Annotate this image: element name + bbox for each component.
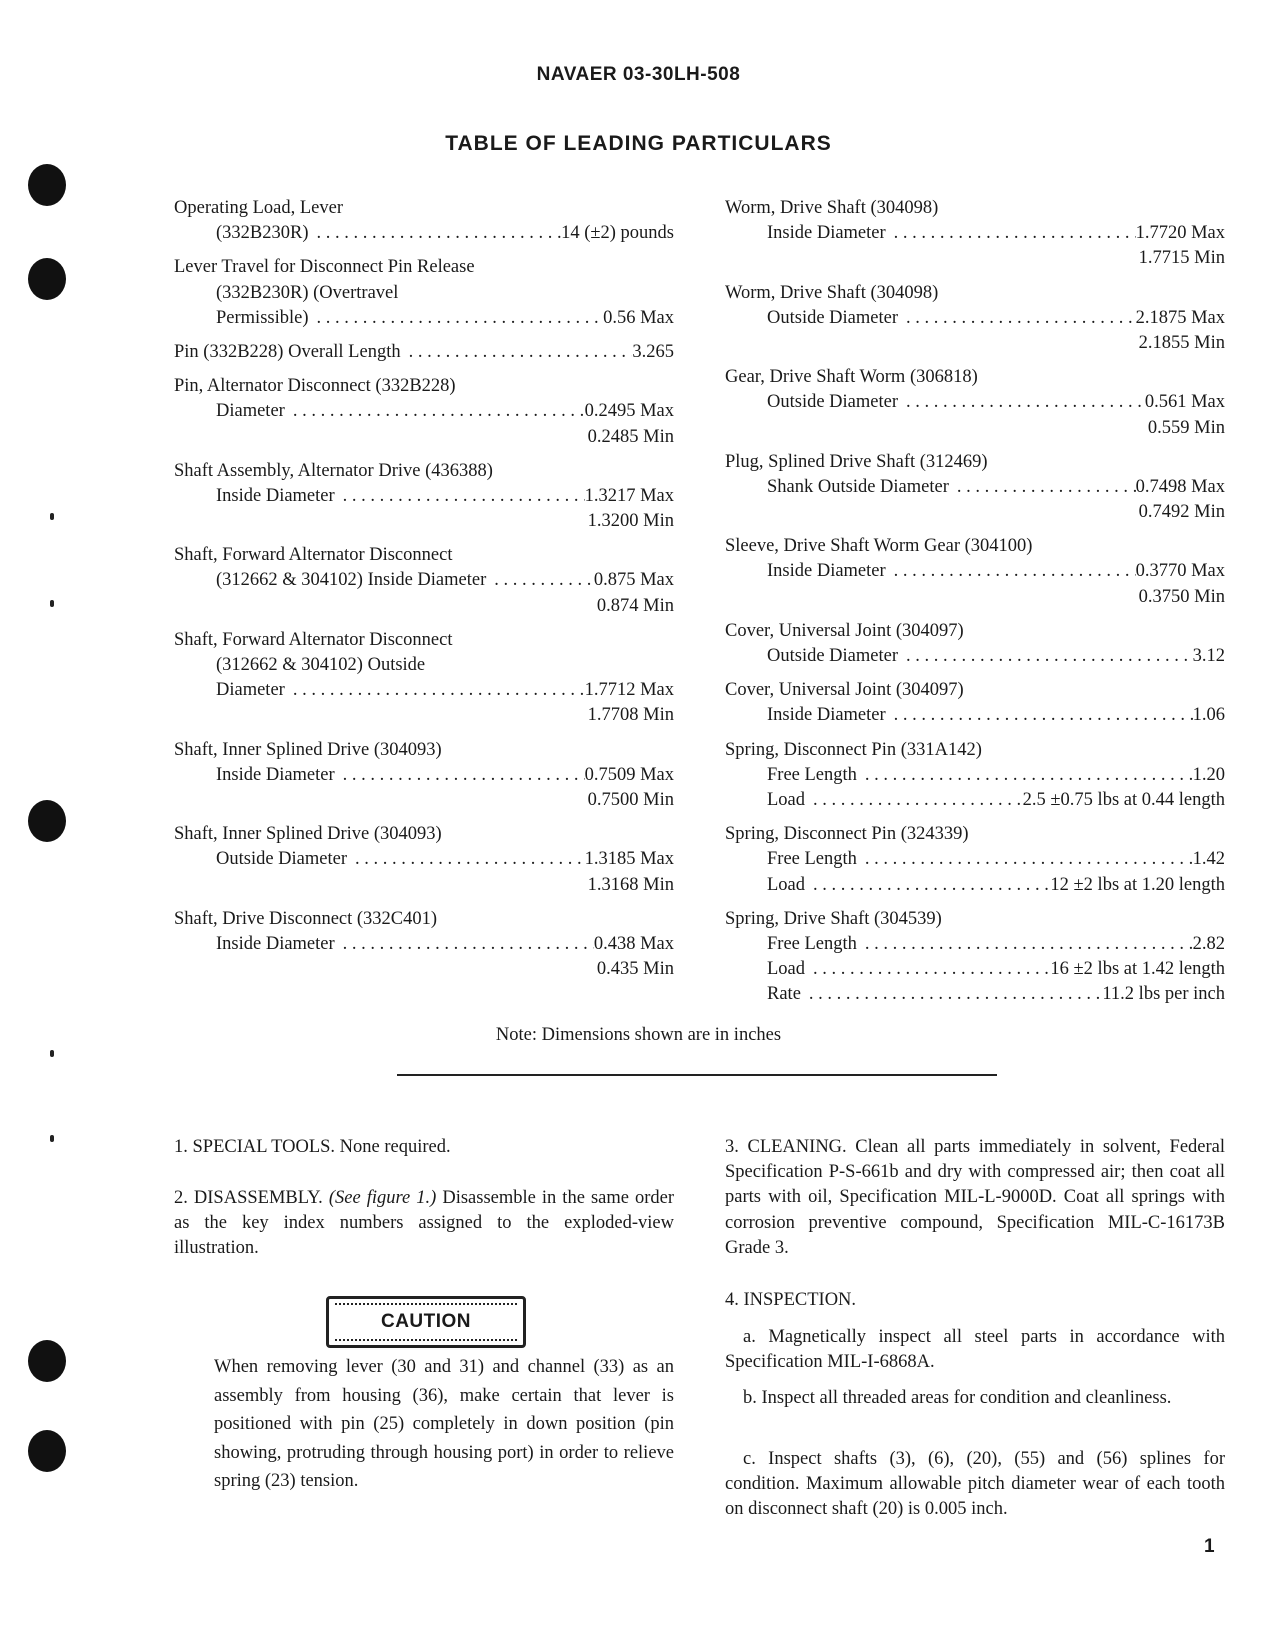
particular-line xyxy=(725,982,1225,1007)
particular-value: 1.42 xyxy=(1192,849,1225,870)
particular-value: 14 (±2) pounds xyxy=(561,223,674,244)
particular-label: Spring, Disconnect Pin (324339) xyxy=(725,824,969,845)
dimensions-note: Note: Dimensions shown are in inches xyxy=(495,1025,782,1045)
margin-mark xyxy=(50,600,54,607)
particular-entry xyxy=(174,340,674,365)
particular-label: Shaft, Forward Alternator Disconnect xyxy=(174,545,453,566)
particular-entry xyxy=(725,365,1225,441)
particular-label: Outside Diameter xyxy=(767,646,898,666)
particular-line xyxy=(725,703,1225,728)
particular-label: Pin (332B228) Overall Length xyxy=(174,341,401,362)
particulars-left-column xyxy=(174,196,674,991)
particular-value: 11.2 lbs per inch xyxy=(1102,984,1225,1005)
particular-line xyxy=(725,907,1225,932)
particular-min-value xyxy=(174,788,674,813)
binder-hole-5 xyxy=(28,1430,66,1472)
particular-line xyxy=(174,374,674,399)
particular-value: 1.3200 Min xyxy=(587,511,674,532)
particular-value: 12 ±2 lbs at 1.20 length xyxy=(1050,874,1225,895)
leader-dots xyxy=(401,340,633,365)
particular-label: Shaft, Inner Splined Drive (304093) xyxy=(174,739,442,760)
particular-value: 0.7500 Min xyxy=(587,789,674,810)
particular-min-value xyxy=(174,425,674,450)
particular-line xyxy=(174,907,674,932)
particular-label: (332B230R) xyxy=(216,223,309,244)
leader-dots xyxy=(335,484,585,509)
particular-value: 1.20 xyxy=(1192,764,1225,785)
particular-line xyxy=(174,763,674,788)
particular-line xyxy=(725,196,1225,221)
particular-label: Diameter xyxy=(216,401,285,422)
particular-line xyxy=(725,534,1225,559)
particular-entry xyxy=(174,822,674,898)
particular-label: Outside Diameter xyxy=(216,849,347,870)
particular-line xyxy=(174,628,674,653)
particular-min-value xyxy=(725,246,1225,271)
particular-min-value xyxy=(174,873,674,898)
leader-dots xyxy=(285,678,585,703)
table-title: TABLE OF LEADING PARTICULARS xyxy=(445,132,832,155)
particular-label: Inside Diameter xyxy=(767,705,886,726)
cleaning-text: 3. CLEANING. Clean all parts immediately in solvent, Federal Specification P-S-661b and dry with compressed air; then coat all parts with oil, Specification MIL-L-9000D. Coat all springs with corrosion preventive compound, Specification MIL-C-16173B Grade 3. xyxy=(725,1137,1225,1258)
leader-dots xyxy=(857,847,1193,872)
particular-line xyxy=(725,390,1225,415)
particular-entry xyxy=(174,255,674,331)
leader-dots xyxy=(857,763,1193,788)
particular-entry xyxy=(174,196,674,246)
particular-value: 2.1855 Min xyxy=(1138,332,1225,353)
particular-value: 3.12 xyxy=(1192,646,1225,666)
particular-label: Free Length xyxy=(767,764,857,785)
particular-value: 0.7498 Max xyxy=(1135,476,1225,497)
particular-entry xyxy=(174,459,674,535)
leader-dots xyxy=(335,763,585,788)
inspection-c-text: c. Inspect shafts (3), (6), (20), (55) and (56) splines for condition. Maximum allowable pitch diameter wear of each tooth on disconnect shaft (20) is 0.005 inch. xyxy=(725,1449,1225,1520)
particular-line xyxy=(725,644,1225,669)
caution-box xyxy=(326,1296,526,1348)
particular-value: 0.435 Min xyxy=(596,959,674,980)
document-number: NAVAER 03-30LH-508 xyxy=(536,64,741,85)
binder-hole-4 xyxy=(28,1340,66,1382)
particular-line xyxy=(174,340,674,365)
particular-label: Inside Diameter xyxy=(216,933,335,954)
particular-line xyxy=(725,763,1225,788)
binder-hole-2 xyxy=(28,258,66,300)
particular-value: 0.2495 Max xyxy=(584,401,674,422)
particular-min-value xyxy=(725,500,1225,525)
particular-value: 1.3168 Min xyxy=(587,874,674,895)
particular-line xyxy=(174,822,674,847)
leader-dots xyxy=(898,390,1145,415)
leader-dots xyxy=(886,703,1193,728)
particular-entry xyxy=(725,907,1225,1008)
particular-line xyxy=(174,221,674,246)
particular-label: Permissible) xyxy=(216,307,309,328)
inspection-heading: 4. INSPECTION. xyxy=(725,1290,857,1310)
particular-label: Shaft, Drive Disconnect (332C401) xyxy=(174,908,438,929)
particular-value: 0.561 Max xyxy=(1144,392,1225,413)
particular-line xyxy=(725,475,1225,500)
particular-value: 1.7715 Min xyxy=(1138,248,1225,269)
particular-entry xyxy=(174,543,674,619)
leader-dots xyxy=(335,932,594,957)
disassembly-section xyxy=(174,1186,674,1262)
particular-label: Sleeve, Drive Shaft Worm Gear (304100) xyxy=(725,536,1033,557)
particular-entry xyxy=(725,450,1225,526)
particular-entry xyxy=(725,738,1225,814)
particular-label: Spring, Drive Shaft (304539) xyxy=(725,908,942,929)
particular-label: Inside Diameter xyxy=(216,764,335,785)
particular-label: Cover, Universal Joint (304097) xyxy=(725,680,964,701)
leader-dots xyxy=(857,932,1193,957)
particular-line xyxy=(174,399,674,424)
leader-dots xyxy=(898,306,1136,331)
leader-dots xyxy=(285,399,585,424)
particular-label: Inside Diameter xyxy=(767,561,886,582)
particular-label: Inside Diameter xyxy=(767,223,886,244)
particular-entry xyxy=(725,678,1225,728)
particular-min-value xyxy=(174,703,674,728)
particular-min-value xyxy=(725,331,1225,356)
particular-line xyxy=(725,822,1225,847)
binder-hole-3 xyxy=(28,800,66,842)
particular-line xyxy=(174,306,674,331)
particular-min-value xyxy=(725,585,1225,610)
particular-label: Load xyxy=(767,959,806,980)
particular-label: Cover, Universal Joint (304097) xyxy=(725,620,964,641)
particular-label: Load xyxy=(767,874,806,895)
caution-text-block xyxy=(214,1353,674,1496)
particular-value: 0.2485 Min xyxy=(587,426,674,447)
particular-min-value xyxy=(174,957,674,982)
particular-entry xyxy=(725,534,1225,610)
particular-line xyxy=(725,788,1225,813)
leader-dots xyxy=(949,475,1136,500)
particular-value: 1.7712 Max xyxy=(584,680,674,701)
particular-line xyxy=(174,738,674,763)
margin-mark xyxy=(50,1050,54,1057)
particular-line xyxy=(174,281,674,306)
particular-line xyxy=(725,559,1225,584)
particular-entry xyxy=(725,619,1225,669)
particular-value: 0.56 Max xyxy=(603,307,674,328)
inspection-item-b xyxy=(725,1386,1225,1411)
binder-hole-1 xyxy=(28,164,66,206)
particular-label: (312662 & 304102) Outside xyxy=(216,655,426,675)
particular-value: 0.874 Min xyxy=(596,595,674,616)
particular-label: Lever Travel for Disconnect Pin Release xyxy=(174,257,475,278)
particular-label: Diameter xyxy=(216,680,285,701)
particular-label: Shaft, Inner Splined Drive (304093) xyxy=(174,824,442,845)
particulars-right-column xyxy=(725,196,1225,1016)
particular-line xyxy=(725,873,1225,898)
particular-label: Free Length xyxy=(767,849,857,870)
particular-line xyxy=(174,196,674,221)
disassembly-heading: 2. DISASSEMBLY. xyxy=(174,1188,329,1208)
particular-line xyxy=(174,568,674,593)
leader-dots xyxy=(898,644,1193,669)
particular-value: 0.438 Max xyxy=(593,933,674,954)
particular-label: Shank Outside Diameter xyxy=(767,476,949,497)
inspection-item-c xyxy=(725,1447,1225,1523)
special-tools-text: 1. SPECIAL TOOLS. None required. xyxy=(174,1137,451,1157)
leader-dots xyxy=(309,221,562,246)
inspection-b-text: b. Inspect all threaded areas for condition and cleanliness. xyxy=(743,1388,1172,1408)
particular-value: 0.3750 Min xyxy=(1138,586,1225,607)
particular-min-value xyxy=(174,594,674,619)
particular-value: 0.875 Max xyxy=(593,570,674,591)
particular-entry xyxy=(174,628,674,729)
particular-label: Shaft, Forward Alternator Disconnect xyxy=(174,629,453,650)
particular-line xyxy=(725,957,1225,982)
particular-line xyxy=(725,450,1225,475)
particular-line xyxy=(725,221,1225,246)
particular-line xyxy=(725,365,1225,390)
disassembly-body: Disassemble in the same order as the key index numbers assigned to the exploded-view illustration. xyxy=(174,1188,675,1259)
particular-label: Pin, Alternator Disconnect (332B228) xyxy=(174,376,456,397)
particular-line xyxy=(174,543,674,568)
particular-value: 2.1875 Max xyxy=(1135,307,1225,328)
leader-dots xyxy=(805,788,1023,813)
particular-label: Worm, Drive Shaft (304098) xyxy=(725,198,939,218)
caution-label: CAUTION xyxy=(380,1311,472,1332)
leader-dots xyxy=(486,568,594,593)
leader-dots xyxy=(309,306,604,331)
particular-line xyxy=(174,653,674,678)
particular-value: 1.06 xyxy=(1192,705,1225,726)
particular-label: Rate xyxy=(767,984,801,1005)
particular-value: 1.7708 Min xyxy=(587,705,674,726)
particular-value: 16 ±2 lbs at 1.42 length xyxy=(1050,959,1225,980)
particular-line xyxy=(174,484,674,509)
particular-label: Spring, Disconnect Pin (331A142) xyxy=(725,739,982,760)
particular-line xyxy=(725,306,1225,331)
particular-min-value xyxy=(174,509,674,534)
margin-mark xyxy=(50,513,54,520)
particular-line xyxy=(725,932,1225,957)
particular-value: 1.3217 Max xyxy=(584,485,674,506)
particular-label: Shaft Assembly, Alternator Drive (436388) xyxy=(174,460,493,481)
particular-label: Gear, Drive Shaft Worm (306818) xyxy=(725,367,978,388)
particular-line xyxy=(725,678,1225,703)
particular-value: 0.3770 Max xyxy=(1135,561,1225,582)
particular-entry xyxy=(725,196,1225,272)
inspection-item-a xyxy=(725,1325,1225,1375)
leader-dots xyxy=(801,982,1102,1007)
particular-line xyxy=(725,847,1225,872)
particular-label: Free Length xyxy=(767,933,857,954)
particular-entry xyxy=(725,281,1225,357)
particular-line xyxy=(174,847,674,872)
leader-dots xyxy=(805,873,1050,898)
particular-label: Load xyxy=(767,789,806,810)
particular-value: 1.7720 Max xyxy=(1135,223,1225,244)
particular-label: Operating Load, Lever xyxy=(174,198,343,218)
particular-entry xyxy=(174,374,674,450)
particular-label: Inside Diameter xyxy=(216,485,335,506)
particular-line xyxy=(174,459,674,484)
particular-value: 0.559 Min xyxy=(1147,417,1225,438)
particular-line xyxy=(725,738,1225,763)
particular-value: 2.5 ±0.75 lbs at 0.44 length xyxy=(1022,789,1225,810)
particular-line xyxy=(174,678,674,703)
particular-line xyxy=(725,619,1225,644)
inspection-a-text: a. Magnetically inspect all steel parts in accordance with Specification MIL-I-6868A. xyxy=(725,1327,1225,1373)
particular-label: (332B230R) (Overtravel xyxy=(216,282,399,303)
particular-line xyxy=(725,281,1225,306)
page-number: 1 xyxy=(1204,1536,1215,1557)
particular-value: 0.7492 Min xyxy=(1138,502,1225,523)
special-tools-section xyxy=(174,1135,674,1160)
particular-min-value xyxy=(725,416,1225,441)
particular-label: (312662 & 304102) Inside Diameter xyxy=(216,570,487,591)
particular-entry xyxy=(174,738,674,814)
particular-label: Worm, Drive Shaft (304098) xyxy=(725,282,939,303)
particular-line xyxy=(174,932,674,957)
section-divider xyxy=(397,1074,997,1076)
inspection-section xyxy=(725,1288,1225,1313)
particular-value: 1.3185 Max xyxy=(584,849,674,870)
leader-dots xyxy=(347,847,585,872)
particular-label: Outside Diameter xyxy=(767,307,898,328)
margin-mark xyxy=(50,1135,54,1142)
particular-entry xyxy=(725,822,1225,898)
particular-line xyxy=(174,255,674,280)
cleaning-section xyxy=(725,1135,1225,1261)
disassembly-text xyxy=(174,1186,674,1262)
figure-reference: (See figure 1.) xyxy=(328,1188,437,1208)
caution-text: When removing lever (30 and 31) and channel (33) as an assembly from housing (36), make certain that lever is positioned with pin (25) completely in down position (pin showing, protruding through housing port) in order to relieve spring (23) tension. xyxy=(214,1357,674,1491)
particular-label: Outside Diameter xyxy=(767,392,898,413)
leader-dots xyxy=(886,221,1136,246)
leader-dots xyxy=(886,559,1136,584)
particular-value: 3.265 xyxy=(632,341,674,362)
particular-value: 0.7509 Max xyxy=(584,764,674,785)
particular-value: 2.82 xyxy=(1192,933,1225,954)
leader-dots xyxy=(805,957,1050,982)
particular-entry xyxy=(174,907,674,983)
particular-label: Plug, Splined Drive Shaft (312469) xyxy=(725,451,988,472)
